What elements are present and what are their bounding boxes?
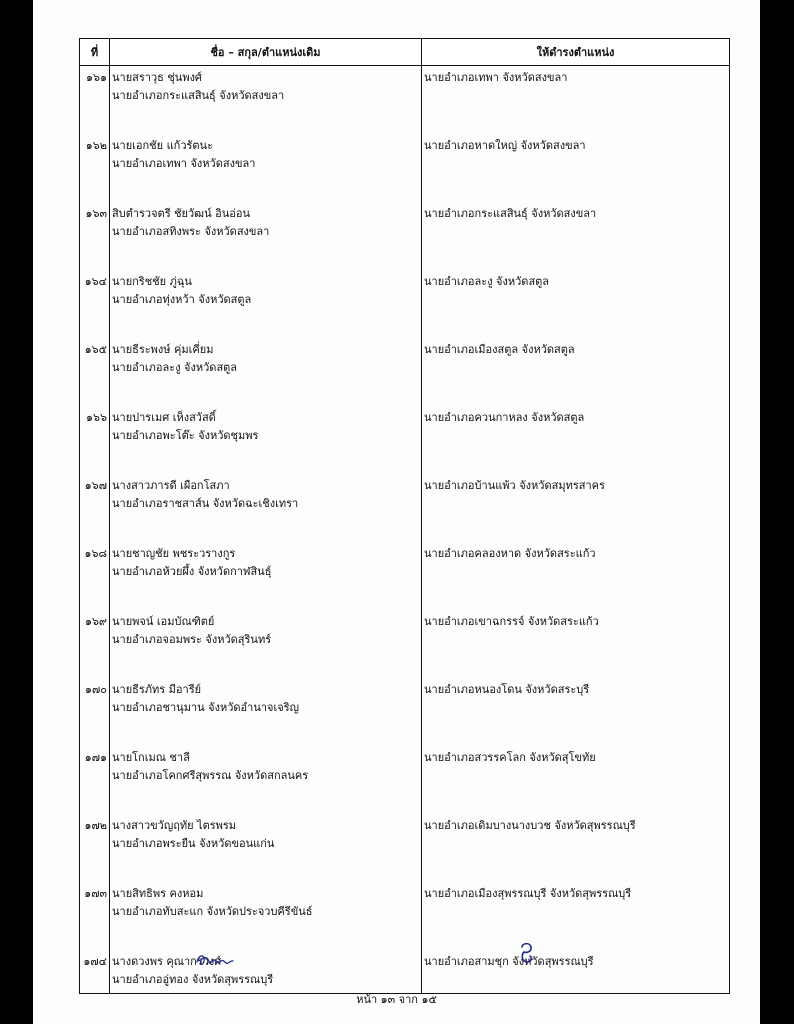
old-position: นายอำเภออู่ทอง จังหวัดสุพรรณบุรี — [112, 973, 274, 986]
old-position: นายอำเภอชานุมาน จังหวัดอำนาจเจริญ — [112, 701, 299, 714]
new-position: นายอำเภอหนองโดน จังหวัดสระบุรี — [424, 683, 590, 696]
new-position: นายอำเภอเมืองสุพรรณบุรี จังหวัดสุพรรณบุรี — [424, 887, 632, 900]
handwritten-initials-signature — [195, 948, 235, 970]
document-page — [33, 0, 760, 1024]
new-position: นายอำเภอคลองหาด จังหวัดสระแก้ว — [424, 547, 596, 560]
old-position: นายอำเภอทับสะแก จังหวัดประจวบคีรีขันธ์ — [112, 905, 313, 918]
new-position: นายอำเภอเมืองสตูล จังหวัดสตูล — [424, 343, 575, 356]
table-row — [80, 406, 730, 474]
new-position: นายอำเภอละงู จังหวัดสตูล — [424, 275, 550, 288]
row-number: ๑๗๔ — [83, 955, 107, 968]
person-name: สิบตำรวจตรี ชัยวัฒน์ อินอ่อน — [112, 207, 250, 220]
new-position: นายอำเภอกระแสสินธุ์ จังหวัดสงขลา — [424, 207, 597, 220]
column-header-name-old-position: ชื่อ – สกุล/ตำแหน่งเดิม — [110, 39, 422, 66]
person-name: นายชาญชัย พชระวรางกูร — [112, 547, 236, 560]
new-position: นายอำเภอเทพา จังหวัดสงขลา — [424, 71, 568, 84]
row-number: ๑๖๓ — [85, 207, 107, 220]
old-position: นายอำเภอกระแสสินธุ์ จังหวัดสงขลา — [112, 89, 285, 102]
new-position: นายอำเภอเขาฉกรรจ์ จังหวัดสระแก้ว — [424, 615, 599, 628]
table-row — [80, 610, 730, 678]
column-header-number: ที่ — [80, 39, 110, 66]
person-name: นายโกเมณ ชาลี — [112, 751, 190, 764]
person-name: นายปารเมศ เห็งสวัสดิ์ — [112, 411, 216, 424]
table-row — [80, 474, 730, 542]
table-row — [80, 678, 730, 746]
old-position: นายอำเภอราชสาส์น จังหวัดฉะเชิงเทรา — [112, 497, 299, 510]
table-row — [80, 814, 730, 882]
table-header-row — [80, 39, 730, 66]
old-position: นายอำเภอจอมพระ จังหวัดสุรินทร์ — [112, 633, 272, 646]
person-name: นายธีรภัทร มีอารีย์ — [112, 683, 202, 696]
table-row — [80, 746, 730, 814]
table-row — [80, 134, 730, 202]
new-position: นายอำเภอเดิมบางนางบวช จังหวัดสุพรรณบุรี — [424, 819, 636, 832]
table-row — [80, 66, 730, 135]
person-name: นางดวงพร คุณากรวงศ์ — [112, 955, 222, 968]
person-name: นางสาวภารดี เผือกโสภา — [112, 479, 230, 492]
table-row — [80, 542, 730, 610]
row-number: ๑๗๐ — [85, 683, 107, 696]
page-number-footer: หน้า ๑๓ จาก ๑๕ — [356, 993, 437, 1006]
column-header-new-position: ให้ดำรงตำแหน่ง — [422, 39, 730, 66]
row-number: ๑๗๑ — [84, 751, 107, 764]
table-row — [80, 338, 730, 406]
row-number: ๑๖๗ — [84, 479, 107, 492]
row-number: ๑๖๖ — [86, 411, 107, 424]
old-position: นายอำเภอพะโต๊ะ จังหวัดชุมพร — [112, 429, 259, 442]
row-number: ๑๗๒ — [84, 819, 107, 832]
old-position: นายอำเภอโคกศรีสุพรรณ จังหวัดสกลนคร — [112, 769, 309, 782]
new-position: นายอำเภอหาดใหญ่ จังหวัดสงขลา — [424, 139, 586, 152]
row-number: ๑๗๓ — [84, 887, 107, 900]
new-position: นายอำเภอสามชุก จังหวัดสุพรรณบุรี — [424, 955, 594, 968]
person-name: นายสราวุธ ชุ่นพงศ์ — [112, 71, 202, 84]
old-position: นายอำเภอห้วยผึ้ง จังหวัดกาฬสินธุ์ — [112, 565, 272, 578]
row-number: ๑๖๒ — [85, 139, 107, 152]
new-position: นายอำเภอสวรรคโลก จังหวัดสุโขทัย — [424, 751, 596, 764]
old-position: นายอำเภอละงู จังหวัดสตูล — [112, 361, 238, 374]
person-name: นางสาวขวัญฤทัย ไตรพรม — [112, 819, 237, 832]
old-position: นายอำเภอพระยืน จังหวัดขอนแก่น — [112, 837, 275, 850]
row-number: ๑๖๘ — [84, 547, 107, 560]
person-name: นายเอกชัย แก้วรัตนะ — [112, 139, 213, 152]
person-name: นายสิทธิพร คงหอม — [112, 887, 204, 900]
old-position: นายอำเภอทุ่งหว้า จังหวัดสตูล — [112, 293, 252, 306]
person-name: นายพจน์ เอมบัณฑิตย์ — [112, 615, 215, 628]
row-number: ๑๖๔ — [84, 275, 107, 288]
handwritten-mark-signature — [518, 940, 536, 966]
old-position: นายอำเภอเทพา จังหวัดสงขลา — [112, 157, 256, 170]
new-position: นายอำเภอบ้านแพ้ว จังหวัดสมุทรสาคร — [424, 479, 605, 492]
table-row — [80, 202, 730, 270]
row-number: ๑๖๙ — [84, 615, 107, 628]
old-position: นายอำเภอสทิงพระ จังหวัดสงขลา — [112, 225, 270, 238]
person-name: นายกริชชัย ภู่ฉุน — [112, 275, 192, 288]
appointment-table — [79, 38, 730, 994]
row-number: ๑๖๕ — [84, 343, 107, 356]
table-row — [80, 950, 730, 994]
table-row — [80, 882, 730, 950]
new-position: นายอำเภอควนกาหลง จังหวัดสตูล — [424, 411, 585, 424]
row-number: ๑๖๑ — [86, 71, 107, 84]
person-name: นายธีระพงษ์ คุ่มเคี่ยม — [112, 343, 214, 356]
table-row — [80, 270, 730, 338]
